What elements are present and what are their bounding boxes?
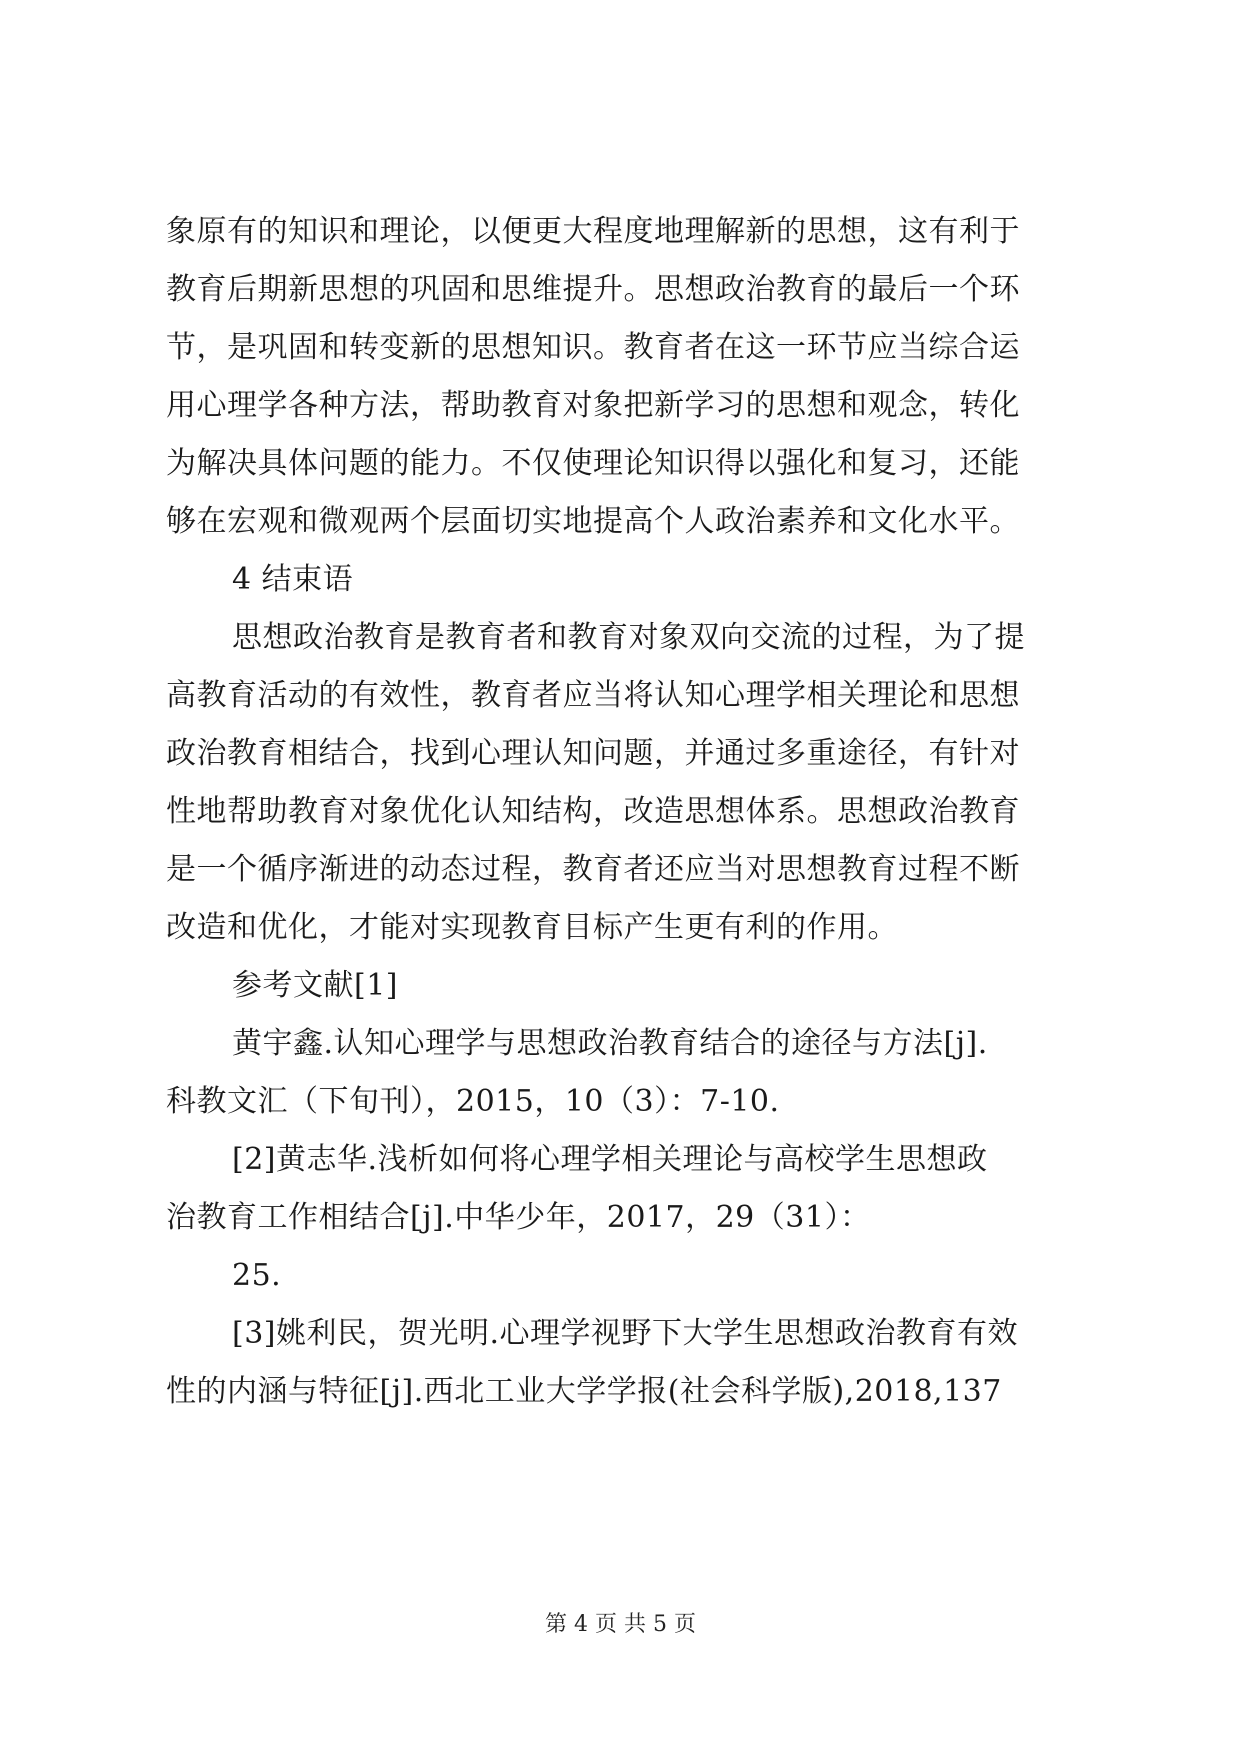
reference-line: 25. xyxy=(232,1258,282,1293)
body-text-line: 是一个循序渐进的动态过程，教育者还应当对思想教育过程不断 xyxy=(166,852,1020,887)
body-text-line: 象原有的知识和理论，以便更大程度地理解新的思想，这有利于 xyxy=(166,214,1020,249)
page-footer: 第 4 页 共 5 页 xyxy=(545,1612,696,1637)
section-heading: 4 结束语 xyxy=(232,562,354,597)
body-text-line: 够在宏观和微观两个层面切实地提高个人政治素养和文化水平。 xyxy=(166,504,1020,539)
body-text-line: 高教育活动的有效性，教育者应当将认知心理学相关理论和思想 xyxy=(166,678,1020,713)
reference-line: 治教育工作相结合[j].中华少年，2017，29（31）： xyxy=(166,1200,871,1235)
reference-line: 黄宇鑫.认知心理学与思想政治教育结合的途径与方法[j]. xyxy=(232,1026,988,1061)
reference-line: 科教文汇（下旬刊），2015，10（3）：7-10. xyxy=(166,1084,780,1119)
body-text-line: 节，是巩固和转变新的思想知识。教育者在这一环节应当综合运 xyxy=(166,330,1020,365)
body-text-line: 性地帮助教育对象优化认知结构，改造思想体系。思想政治教育 xyxy=(166,794,1020,829)
reference-line: [2]黄志华.浅析如何将心理学相关理论与高校学生思想政 xyxy=(232,1142,988,1177)
reference-line: 性的内涵与特征[j].西北工业大学学报(社会科学版),2018,137 xyxy=(166,1374,1002,1409)
body-text-line: 为解决具体问题的能力。不仅使理论知识得以强化和复习，还能 xyxy=(166,446,1020,481)
body-text-line: 政治教育相结合，找到心理认知问题，并通过多重途径，有针对 xyxy=(166,736,1020,771)
body-text-line: 教育后期新思想的巩固和思维提升。思想政治教育的最后一个环 xyxy=(166,272,1020,307)
body-text-line: 改造和优化，才能对实现教育目标产生更有利的作用。 xyxy=(166,910,898,945)
body-text-line: 思想政治教育是教育者和教育对象双向交流的过程，为了提 xyxy=(232,620,1025,655)
reference-line: [3]姚利民，贺光明.心理学视野下大学生思想政治教育有效 xyxy=(232,1316,1019,1351)
references-heading: 参考文献[1] xyxy=(232,968,398,1003)
body-text-line: 用心理学各种方法，帮助教育对象把新学习的思想和观念，转化 xyxy=(166,388,1020,423)
